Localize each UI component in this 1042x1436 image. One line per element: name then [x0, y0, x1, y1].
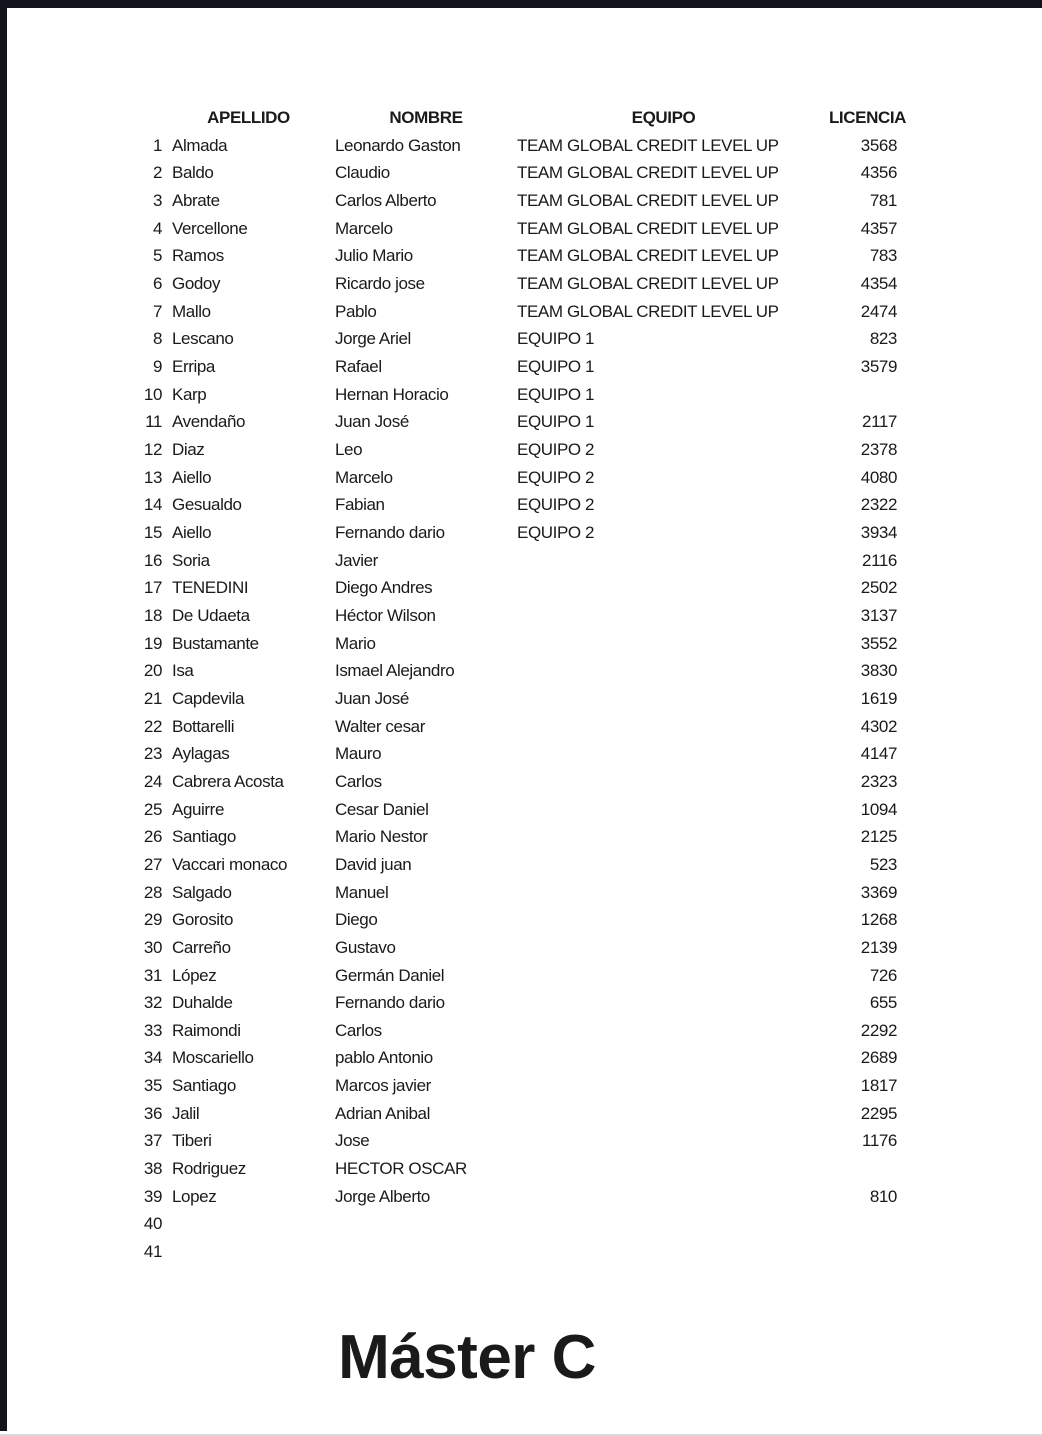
cell-num: 2 [152, 163, 162, 183]
cell-equipo: EQUIPO 1 [517, 357, 595, 377]
cell-nombre: Marcelo [335, 218, 393, 238]
table-row [130, 796, 925, 824]
cell-licencia: 2502 [860, 578, 897, 598]
cell-num: 27 [143, 854, 162, 874]
cell-licencia: 3830 [860, 661, 897, 681]
cell-num: 18 [143, 605, 162, 625]
header-nombre: NOMBRE [389, 108, 463, 127]
cell-licencia: 4080 [860, 467, 897, 487]
cell-licencia: 1176 [862, 1131, 897, 1151]
cell-licencia: 1817 [860, 1076, 897, 1096]
cell-nombre: Jose [335, 1131, 370, 1151]
cell-apellido: Lescano [172, 329, 234, 349]
table-row [130, 823, 925, 851]
cell-nombre: Mario [335, 633, 376, 653]
table-row [130, 630, 925, 658]
cell-num: 17 [143, 578, 162, 598]
cell-apellido: Salgado [172, 882, 232, 902]
cell-nombre: Leo [335, 440, 363, 460]
cell-licencia: 2116 [862, 550, 897, 570]
cell-licencia: 783 [869, 246, 897, 266]
table-row [130, 298, 925, 326]
cell-nombre: Manuel [335, 882, 389, 902]
table-row [130, 685, 925, 713]
table-row [130, 1072, 925, 1100]
cell-num: 25 [143, 799, 162, 819]
table-row [130, 464, 925, 492]
table-row [130, 215, 925, 243]
cell-apellido: Ramos [172, 246, 224, 266]
table-row [130, 1211, 925, 1239]
cell-num: 1 [152, 135, 162, 155]
cell-num: 14 [143, 495, 162, 515]
cell-num: 26 [143, 827, 162, 847]
table-row [130, 1183, 925, 1211]
header-equipo: EQUIPO [631, 108, 696, 127]
cell-num: 37 [143, 1131, 162, 1151]
cell-apellido: Santiago [172, 1076, 236, 1096]
table-row [130, 1017, 925, 1045]
cell-apellido: Aylagas [172, 744, 230, 764]
cell-nombre: David juan [335, 854, 412, 874]
cell-num: 39 [143, 1186, 162, 1206]
cell-licencia: 2292 [860, 1020, 897, 1040]
cell-apellido: Rodriguez [172, 1159, 246, 1179]
cell-apellido: Isa [172, 661, 194, 681]
cell-apellido: Erripa [172, 357, 215, 377]
cell-apellido: Mallo [172, 301, 211, 321]
table-row [130, 1128, 925, 1156]
cell-num: 29 [143, 910, 162, 930]
cell-apellido: Avendaño [172, 412, 246, 432]
cell-nombre: Fernando dario [335, 993, 445, 1013]
cell-num: 41 [143, 1242, 162, 1262]
cell-nombre: Hernan Horacio [335, 384, 449, 404]
cell-nombre: Claudio [335, 163, 390, 183]
cell-num: 24 [143, 771, 162, 791]
cell-equipo: EQUIPO 2 [517, 440, 595, 460]
cell-licencia: 2323 [860, 771, 897, 791]
window-frame-left-bar [0, 0, 7, 1431]
table-row [130, 575, 925, 603]
cell-licencia: 3568 [860, 135, 897, 155]
cell-equipo: EQUIPO 2 [517, 523, 595, 543]
cell-num: 35 [143, 1076, 162, 1096]
cell-nombre: Héctor Wilson [335, 605, 436, 625]
table-row [130, 962, 925, 990]
table-row [130, 492, 925, 520]
cell-licencia: 3579 [860, 357, 897, 377]
table-row [130, 602, 925, 630]
cell-nombre: Diego [335, 910, 378, 930]
cell-nombre: Carlos [335, 1020, 382, 1040]
cell-num: 13 [143, 467, 162, 487]
cell-apellido: Godoy [172, 274, 221, 294]
cell-equipo: TEAM GLOBAL CREDIT LEVEL UP [517, 246, 779, 266]
cell-apellido: Bottarelli [172, 716, 235, 736]
cell-apellido: Santiago [172, 827, 236, 847]
cell-nombre: Jorge Ariel [335, 329, 411, 349]
table-row [130, 906, 925, 934]
cell-num: 33 [143, 1020, 162, 1040]
cell-num: 30 [143, 937, 162, 957]
table-row [130, 132, 925, 160]
cell-nombre: Leonardo Gaston [335, 135, 461, 155]
cell-nombre: Julio Mario [335, 246, 413, 266]
cell-num: 15 [143, 523, 162, 543]
cell-licencia: 2322 [860, 495, 897, 515]
cell-apellido: Bustamante [172, 633, 259, 653]
cell-licencia: 3934 [860, 523, 897, 543]
cell-num: 23 [143, 744, 162, 764]
cell-num: 11 [145, 412, 162, 432]
cell-num: 5 [152, 246, 162, 266]
cell-apellido: Almada [172, 135, 228, 155]
cell-licencia: 726 [869, 965, 897, 985]
table-row [130, 436, 925, 464]
cell-equipo: EQUIPO 2 [517, 495, 595, 515]
cell-equipo: EQUIPO 2 [517, 467, 595, 487]
cell-num: 32 [143, 993, 162, 1013]
cell-licencia: 4357 [860, 218, 897, 238]
cell-apellido: Moscariello [172, 1048, 254, 1068]
table-row [130, 934, 925, 962]
cell-nombre: Juan José [335, 412, 409, 432]
cell-equipo: TEAM GLOBAL CREDIT LEVEL UP [517, 301, 779, 321]
cell-num: 4 [152, 218, 162, 238]
cell-num: 28 [143, 882, 162, 902]
cell-nombre: Ricardo jose [335, 274, 425, 294]
table-row [130, 187, 925, 215]
cell-nombre: Fabian [335, 495, 385, 515]
cell-num: 20 [143, 661, 162, 681]
cell-apellido: Lopez [172, 1186, 217, 1206]
cell-nombre: Javier [335, 550, 378, 570]
cell-num: 8 [152, 329, 162, 349]
cell-apellido: Aguirre [172, 799, 225, 819]
cell-nombre: Cesar Daniel [335, 799, 429, 819]
cell-apellido: Aiello [172, 523, 212, 543]
cell-nombre: pablo Antonio [335, 1048, 433, 1068]
cell-nombre: Carlos Alberto [335, 191, 437, 211]
cell-num: 3 [152, 191, 162, 211]
table-row [130, 160, 925, 188]
cell-nombre: Walter cesar [335, 716, 425, 736]
cell-licencia: 810 [869, 1186, 897, 1206]
cell-nombre: HECTOR OSCAR [335, 1159, 467, 1179]
cell-licencia: 2139 [860, 937, 897, 957]
cell-licencia: 655 [869, 993, 897, 1013]
cell-licencia: 781 [869, 191, 897, 211]
cell-apellido: Gesualdo [172, 495, 242, 515]
cell-num: 9 [152, 357, 162, 377]
cell-nombre: Juan José [335, 688, 409, 708]
table-row [130, 381, 925, 409]
table-row [130, 1155, 925, 1183]
cell-nombre: Fernando dario [335, 523, 445, 543]
cell-num: 16 [143, 550, 162, 570]
cell-apellido: Baldo [172, 163, 214, 183]
cell-apellido: Gorosito [172, 910, 234, 930]
table-row [130, 519, 925, 547]
cell-licencia: 2689 [860, 1048, 897, 1068]
cell-licencia: 2125 [860, 827, 897, 847]
cell-nombre: Ismael Alejandro [335, 661, 455, 681]
cell-apellido: Duhalde [172, 993, 233, 1013]
table-row [130, 1045, 925, 1073]
table-row [130, 1238, 925, 1266]
cell-licencia: 3552 [860, 633, 897, 653]
cell-licencia: 2378 [860, 440, 897, 460]
cell-licencia: 1619 [860, 688, 897, 708]
cell-num: 21 [143, 688, 162, 708]
table-row [130, 243, 925, 271]
table-row [130, 1100, 925, 1128]
cell-apellido: Capdevila [172, 688, 245, 708]
cell-nombre: Germán Daniel [335, 965, 445, 985]
table-row [130, 879, 925, 907]
table-row [130, 326, 925, 354]
roster-table [130, 104, 925, 1266]
cell-apellido: Abrate [172, 191, 220, 211]
cell-num: 10 [143, 384, 162, 404]
table-row [130, 851, 925, 879]
cell-equipo: TEAM GLOBAL CREDIT LEVEL UP [517, 274, 779, 294]
cell-apellido: Carreño [172, 937, 231, 957]
table-body [130, 132, 925, 1266]
cell-apellido: Diaz [172, 440, 205, 460]
table-row [130, 270, 925, 298]
category-title: Máster C [338, 1323, 596, 1392]
table-row [130, 740, 925, 768]
cell-licencia: 4302 [860, 716, 897, 736]
cell-licencia: 823 [869, 329, 897, 349]
cell-num: 7 [152, 301, 162, 321]
cell-apellido: De Udaeta [172, 605, 250, 625]
cell-licencia: 4147 [860, 744, 897, 764]
cell-nombre: Marcos javier [335, 1076, 431, 1096]
cell-apellido: Vaccari monaco [172, 854, 288, 874]
cell-licencia: 3137 [860, 605, 897, 625]
cell-licencia: 2474 [860, 301, 897, 321]
table-row [130, 547, 925, 575]
cell-num: 38 [143, 1159, 162, 1179]
cell-nombre: Diego Andres [335, 578, 433, 598]
cell-num: 34 [143, 1048, 162, 1068]
cell-nombre: Mauro [335, 744, 382, 764]
cell-apellido: Tiberi [172, 1131, 212, 1151]
cell-licencia: 3369 [860, 882, 897, 902]
cell-nombre: Pablo [335, 301, 377, 321]
cell-num: 6 [152, 274, 162, 294]
table-row [130, 657, 925, 685]
cell-apellido: Cabrera Acosta [172, 771, 284, 791]
cell-apellido: TENEDINI [172, 578, 249, 598]
table-row [130, 989, 925, 1017]
cell-apellido: Jalil [172, 1103, 200, 1123]
cell-equipo: TEAM GLOBAL CREDIT LEVEL UP [517, 135, 779, 155]
cell-num: 36 [143, 1103, 162, 1123]
cell-equipo: TEAM GLOBAL CREDIT LEVEL UP [517, 218, 779, 238]
cell-equipo: EQUIPO 1 [517, 329, 595, 349]
cell-num: 19 [143, 633, 162, 653]
cell-equipo: TEAM GLOBAL CREDIT LEVEL UP [517, 191, 779, 211]
table-row [130, 409, 925, 437]
cell-apellido: Karp [172, 384, 207, 404]
cell-nombre: Marcelo [335, 467, 393, 487]
cell-nombre: Gustavo [335, 937, 396, 957]
cell-nombre: Mario Nestor [335, 827, 428, 847]
cell-num: 22 [143, 716, 162, 736]
cell-apellido: Soria [172, 550, 210, 570]
cell-apellido: Vercellone [172, 218, 248, 238]
header-licencia: LICENCIA [828, 108, 907, 127]
cell-licencia: 2295 [860, 1103, 897, 1123]
table-row [130, 353, 925, 381]
cell-apellido: Raimondi [172, 1020, 241, 1040]
window-frame-top-bar [0, 0, 1042, 8]
table-header-row [130, 104, 925, 132]
cell-licencia: 4354 [860, 274, 897, 294]
cell-nombre: Jorge Alberto [335, 1186, 430, 1206]
cell-equipo: TEAM GLOBAL CREDIT LEVEL UP [517, 163, 779, 183]
cell-licencia: 2117 [862, 412, 897, 432]
cell-nombre: Adrian Anibal [335, 1103, 430, 1123]
cell-apellido: Aiello [172, 467, 212, 487]
table-row [130, 713, 925, 741]
cell-nombre: Rafael [335, 357, 382, 377]
cell-nombre: Carlos [335, 771, 382, 791]
cell-num: 12 [143, 440, 162, 460]
cell-apellido: López [172, 965, 217, 985]
cell-num: 40 [143, 1214, 162, 1234]
header-apellido: APELLIDO [207, 108, 290, 127]
cell-licencia: 523 [869, 854, 897, 874]
cell-equipo: EQUIPO 1 [517, 384, 595, 404]
cell-licencia: 4356 [860, 163, 897, 183]
cell-num: 31 [143, 965, 162, 985]
cell-licencia: 1094 [860, 799, 897, 819]
table-row [130, 768, 925, 796]
cell-equipo: EQUIPO 1 [517, 412, 595, 432]
cell-licencia: 1268 [860, 910, 897, 930]
